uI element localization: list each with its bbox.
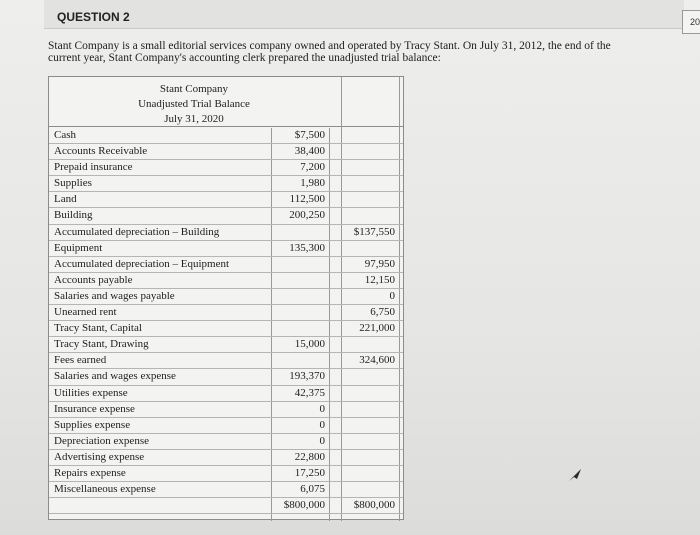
debit-amount: 135,300 <box>289 241 325 254</box>
account-name: Fees earned <box>54 354 107 367</box>
question-text: Stant Company is a small editorial services company owned and operated by Tracy Stant. On July 31, 2012, the end of the current year, Stant Company's accounting clerk prepared the unadjusted trial balance: <box>48 40 611 64</box>
table-row <box>49 273 403 289</box>
debit-amount: $800,000 <box>283 499 325 512</box>
account-name: Cash <box>54 129 76 141</box>
debit-amount: 17,250 <box>294 466 325 479</box>
debit-amount: 6,075 <box>300 483 325 496</box>
table-row <box>49 144 403 160</box>
debit-amount: 38,400 <box>294 145 325 158</box>
table-row <box>49 192 403 208</box>
debit-amount: 193,370 <box>289 370 325 383</box>
table-row <box>49 434 403 450</box>
debit-amount: 1,980 <box>300 177 325 190</box>
statement-title: Unadjusted Trial Balance <box>138 98 250 110</box>
table-row <box>49 466 403 482</box>
account-name: Accumulated depreciation – Equipment <box>54 257 230 270</box>
table-row <box>49 241 403 257</box>
account-name: Supplies <box>54 177 92 190</box>
debit-amount: 15,000 <box>294 338 325 351</box>
account-name: Tracy Stant, Drawing <box>54 338 149 351</box>
account-name: Salaries and wages expense <box>54 370 176 383</box>
account-name: Advertising expense <box>54 450 145 463</box>
statement-date: July 31, 2020 <box>164 113 224 125</box>
points-badge: 20 <box>682 10 700 34</box>
account-name: Salaries and wages payable <box>54 289 175 302</box>
table-row <box>49 289 403 305</box>
cursor-arrow-icon <box>568 468 582 482</box>
trial-balance-sheet <box>48 76 404 520</box>
account-name: Utilities expense <box>54 386 128 399</box>
question-header-bar <box>44 0 684 29</box>
credit-amount: 97,950 <box>364 257 395 270</box>
totals-row <box>49 498 403 514</box>
trial-balance-rows <box>49 128 403 514</box>
table-row <box>49 353 403 369</box>
debit-amount: $7,500 <box>294 129 325 141</box>
account-name: Prepaid insurance <box>54 161 133 174</box>
table-row <box>49 450 403 466</box>
account-name: Accumulated depreciation – Building <box>54 225 220 238</box>
account-name: Accounts payable <box>54 273 133 286</box>
account-name: Miscellaneous expense <box>54 483 156 496</box>
debit-amount: 0 <box>319 402 325 415</box>
table-row <box>49 208 403 224</box>
table-row <box>49 402 403 418</box>
credit-amount: $800,000 <box>353 499 395 512</box>
debit-amount: 0 <box>319 418 325 431</box>
table-row <box>49 337 403 353</box>
debit-amount: 7,200 <box>300 161 325 174</box>
table-row <box>49 369 403 385</box>
credit-amount: 6,750 <box>370 306 395 319</box>
table-row <box>49 321 403 337</box>
table-row <box>49 160 403 176</box>
debit-amount: 42,375 <box>294 386 325 399</box>
credit-amount: 12,150 <box>364 273 395 286</box>
credit-amount: 0 <box>389 289 395 302</box>
table-row <box>49 176 403 192</box>
account-name: Unearned rent <box>54 306 117 319</box>
debit-amount: 200,250 <box>289 209 325 222</box>
table-row <box>49 386 403 402</box>
account-name: Insurance expense <box>54 402 135 415</box>
account-name: Accounts Receivable <box>54 145 148 158</box>
debit-amount: 112,500 <box>289 193 325 206</box>
table-row <box>49 225 403 241</box>
table-row <box>49 305 403 321</box>
credit-amount: 324,600 <box>359 354 395 367</box>
credit-amount: $137,550 <box>353 225 395 238</box>
question-label: QUESTION 2 <box>57 10 130 24</box>
debit-amount: 0 <box>319 434 325 447</box>
credit-amount: 221,000 <box>359 322 395 335</box>
account-name: Building <box>54 209 93 222</box>
account-name: Supplies expense <box>54 418 131 431</box>
table-row <box>49 128 403 144</box>
account-name: Repairs expense <box>54 466 126 479</box>
table-row <box>49 482 403 498</box>
account-name: Land <box>54 193 77 206</box>
debit-amount: 22,800 <box>294 450 325 463</box>
trial-balance-header <box>49 77 403 127</box>
account-name: Equipment <box>54 241 103 254</box>
table-row <box>49 257 403 273</box>
company-name: Stant Company <box>159 83 229 95</box>
table-row <box>49 418 403 434</box>
account-name: Depreciation expense <box>54 434 149 447</box>
account-name: Tracy Stant, Capital <box>54 322 142 335</box>
